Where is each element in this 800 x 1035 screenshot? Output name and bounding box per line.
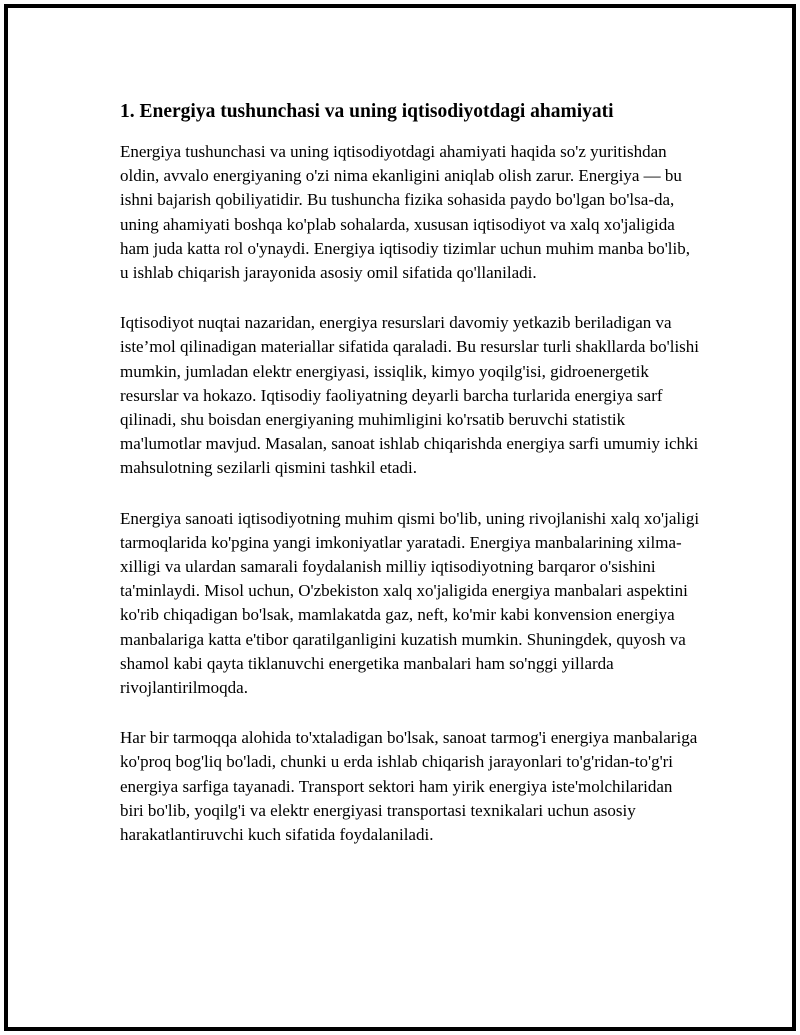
paragraph-1: Energiya tushunchasi va uning iqtisodiyotdagi ahamiyati haqida so'z yuritishdan oldin, avvalo energiyaning o'zi nima ekanligini aniqlab olish zarur. Energiya — bu ishni bajarish qobiliyatidir. Bu tushuncha fizika sohasida paydo bo'lgan bo'lsa-da, uning ahamiyati boshqa ko'plab sohalarda, xususan iqtisodiyot va xalq xo'jaligida ham juda katta rol o'ynaydi. Energiya iqtisodiy tizimlar uchun muhim manba bo'lib, u ishlab chiqarish jarayonida asosiy omil sifatida qo'llaniladi. [120,142,691,283]
paragraph-3: Energiya sanoati iqtisodiyotning muhim qismi bo'lib, uning rivojlanishi xalq xo'jaligi tarmoqlarida ko'pgina yangi imkoniyatlar yaratadi. Energiya manbalarining xilma-xilligi va ulardan samarali foydalanish milliy iqtisodiyotning barqaror o'sishini ta'minlaydi. Misol uchun, O'zbekiston xalq xo'jaligida energiya manbalari aspektini ko'rib chiqadigan bo'lsak, mamlakatda gaz, neft, ko'mir kabi konvension energiya manbalariga katta e'tibor qaratilganligini kuzatish mumkin. Shuningdek, quyosh va shamol kabi qayta tiklanuvchi energetika manbalari ham so'nggi yillarda rivojlantirilmoqda. [120,508,700,698]
paragraph-2: Iqtisodiyot nuqtai nazaridan, energiya resurslari davomiy yetkazib beriladigan va iste’mol qilinadigan materiallar sifatida qaraladi. Bu resurslar turli shakllarda bo'lishi mumkin, jumladan elektr energiyasi, issiqlik, kimyo yoqilg'isi, gidroenergetik resurslar va hokazo. Iqtisodiy faoliyatning deyarli barcha turlarida energiya sarf qilinadi, shu boisdan energiyaning muhimligini ko'rsatib beruvchi statistik ma'lumotlar mavjud. Masalan, sanoat ishlab chiqarishda energiya sarfi umumiy ichki mahsulotning sezilarli qismini tashkil etadi. [120,313,700,478]
paragraph-4: Har bir tarmoqqa alohida to'xtaladigan bo'lsak, sanoat tarmog'i energiya manbalariga ko'proq bog'liq bo'ladi, chunki u erda ishlab chiqarish jarayonlari to'g'ridan-to'g'ri energiya sarfiga tayanadi. Transport sektori ham yirik energiya iste'molchilaridan biri bo'lib, yoqilg'i va elektr energiyasi transportasi texnikalari uchun asosiy harakatlantiruvchi kuch sifatida foydalaniladi. [120,728,698,845]
document-body [120,98,700,873]
section-heading: 1. Energiya tushunchasi va uning iqtisodiyotdagi ahamiyati [120,101,614,122]
document-page [4,4,796,1031]
